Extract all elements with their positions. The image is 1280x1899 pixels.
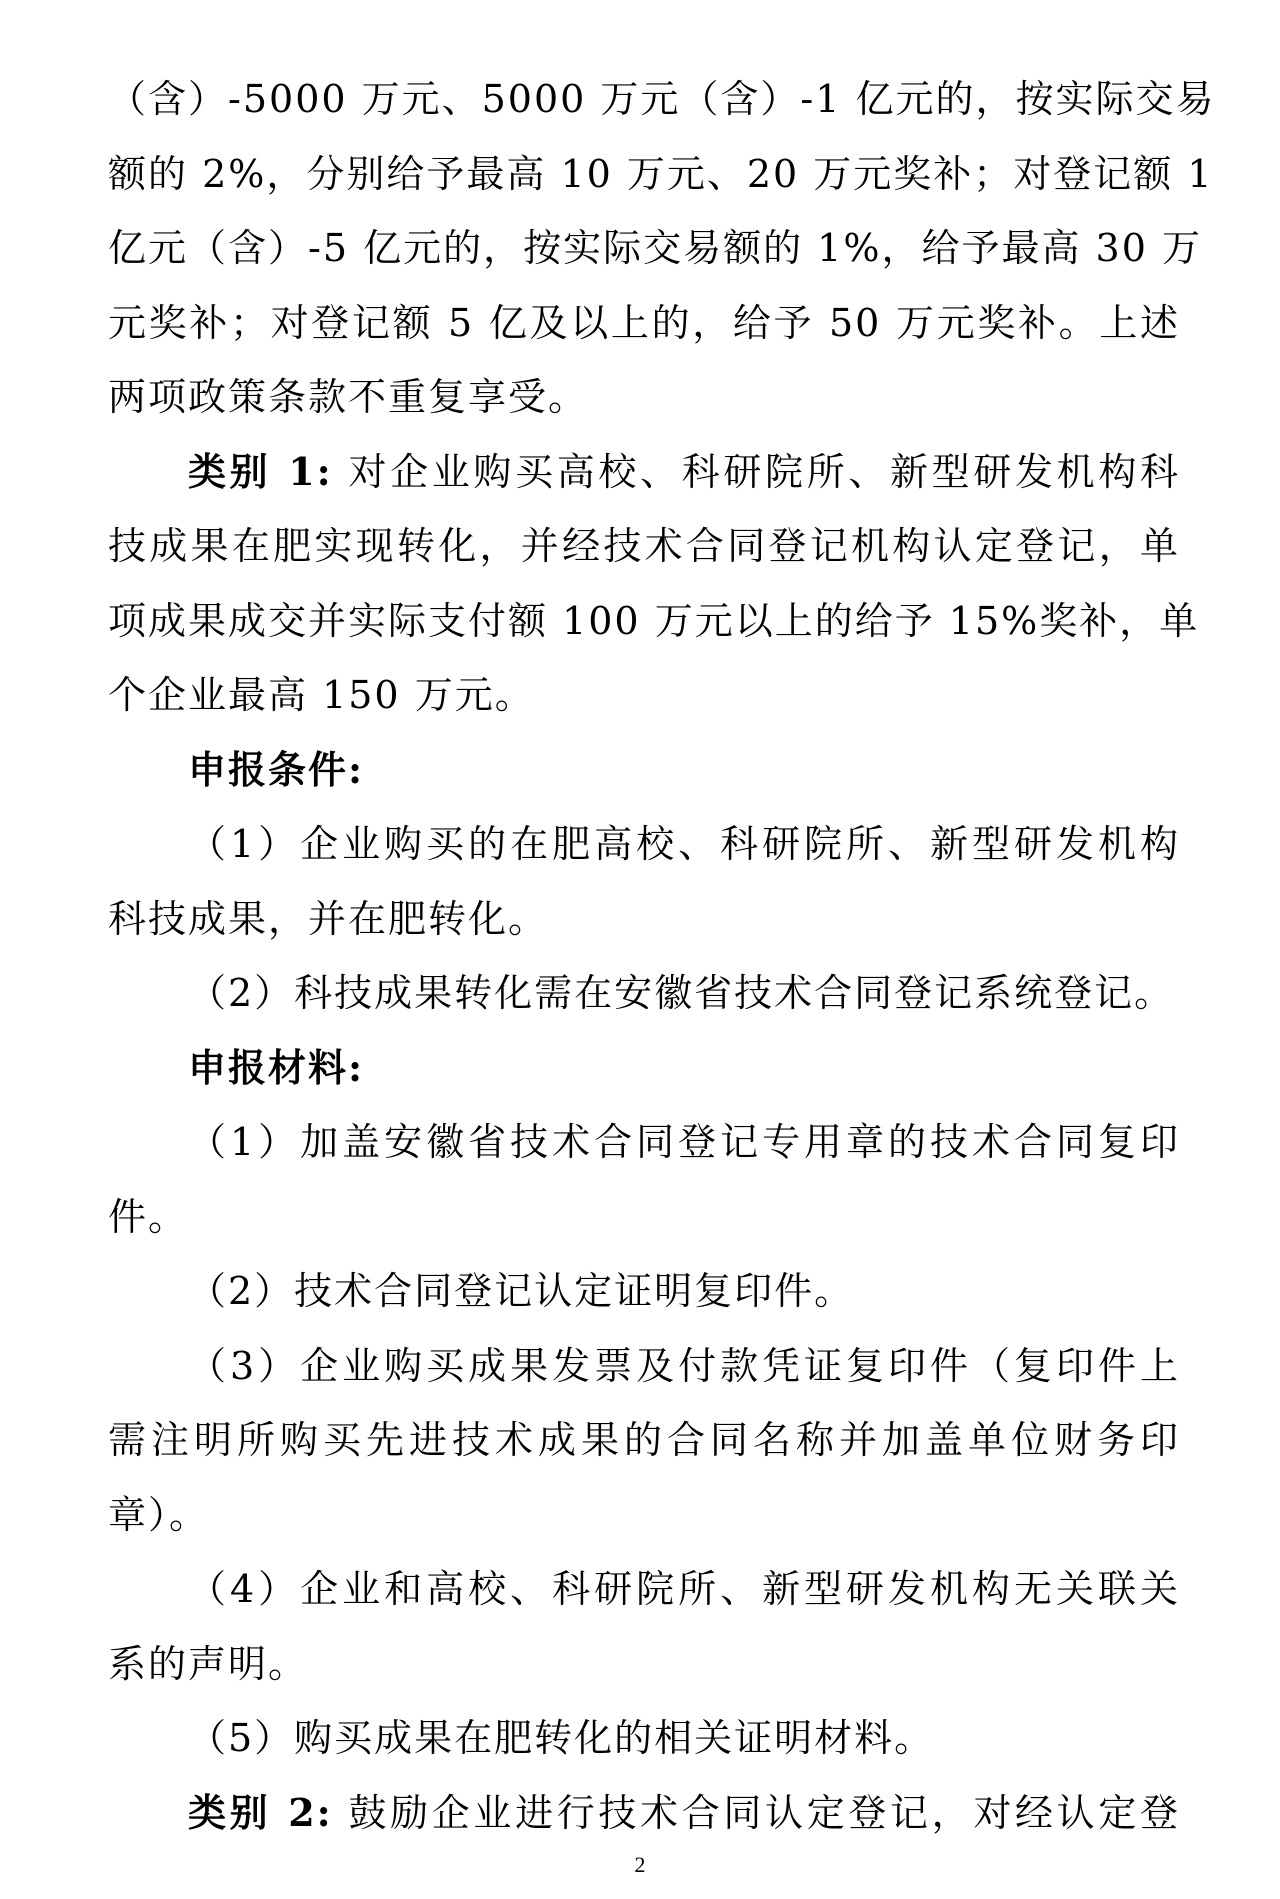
- category-1-line: [108, 435, 1180, 510]
- paragraph-line: 系的声明。: [108, 1641, 309, 1686]
- paragraph-line: 两项政策条款不重复享受。: [108, 375, 589, 419]
- paragraph-line: 科技成果，并在肥转化。: [108, 896, 549, 941]
- document-page: [108, 62, 1216, 1850]
- paragraph-line: 元奖补；对登记额 5 亿及以上的，给予 50 万元奖补。上述: [108, 300, 1180, 345]
- material-item: （1）加盖安徽省技术合同登记专用章的技术合同复印: [188, 1120, 1180, 1164]
- materials-heading: 申报材料:: [188, 1044, 365, 1090]
- paragraph-line: 个企业最高 150 万元。: [108, 673, 535, 717]
- category-2-label: 类别 2:: [188, 1789, 333, 1835]
- category-1-text: 对企业购买高校、科研院所、新型研发机构科: [348, 449, 1180, 494]
- paragraph-line: 章）。: [108, 1492, 210, 1537]
- paragraph-line: 技成果在肥实现转化，并经技术合同登记机构认定登记，单: [108, 524, 1180, 568]
- condition-item: （1）企业购买的在肥高校、科研院所、新型研发机构: [188, 822, 1180, 866]
- material-item: （5）购买成果在肥转化的相关证明材料。: [188, 1716, 935, 1760]
- category-2-text: 鼓励企业进行技术合同认定登记，对经认定登: [348, 1790, 1180, 1835]
- category-2-line: [108, 1776, 1180, 1851]
- category-1-label: 类别 1:: [188, 448, 333, 494]
- paragraph-line: 件。: [108, 1194, 189, 1239]
- material-item: （4）企业和高校、科研院所、新型研发机构无关联关: [188, 1567, 1180, 1611]
- paragraph-line: 项成果成交并实际支付额 100 万元以上的给予 15%奖补，单: [108, 598, 1200, 643]
- material-item: （3）企业购买成果发票及付款凭证复印件（复印件上: [188, 1343, 1180, 1388]
- material-item: （2）技术合同登记认定证明复印件。: [188, 1269, 855, 1313]
- condition-item: （2）科技成果转化需在安徽省技术合同登记系统登记。: [188, 971, 1175, 1015]
- conditions-heading: 申报条件:: [188, 746, 365, 792]
- page-number: 2: [634, 1852, 646, 1877]
- paragraph-line: 需注明所购买先进技术成果的合同名称并加盖单位财务印: [108, 1418, 1180, 1462]
- paragraph-line: 额的 2%，分别给予最高 10 万元、20 万元奖补；对登记额 1: [108, 151, 1214, 196]
- paragraph-line: （含）-5000 万元、5000 万元（含）-1 亿元的，按实际交易: [108, 77, 1216, 121]
- paragraph-line: 亿元（含）-5 亿元的，按实际交易额的 1%，给予最高 30 万: [108, 226, 1202, 270]
